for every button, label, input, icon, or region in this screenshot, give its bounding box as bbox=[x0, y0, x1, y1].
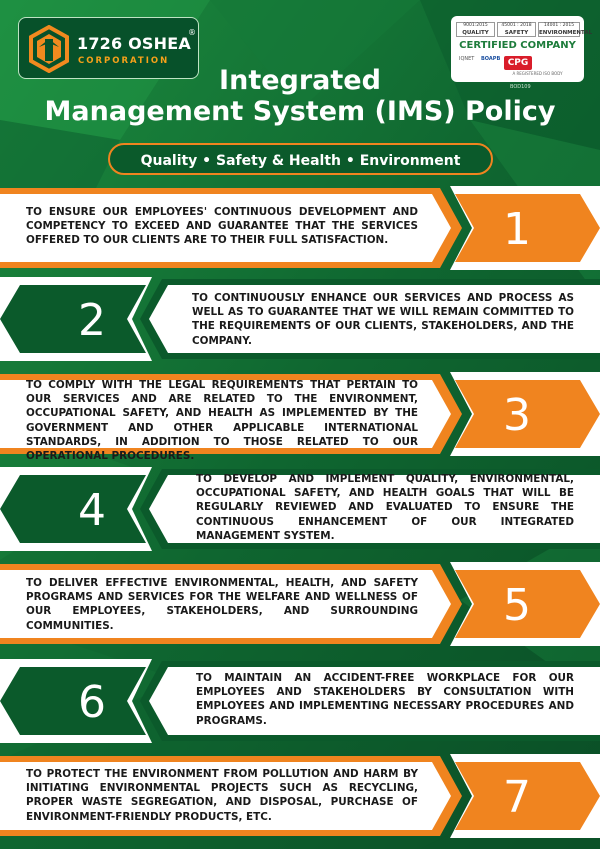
title-line-2: Management System (IMS) Policy bbox=[44, 96, 556, 127]
page-title bbox=[0, 65, 600, 127]
policy-number-3: 3 bbox=[503, 390, 531, 441]
policy-text-6: TO MAINTAIN AN ACCIDENT-FREE WORKPLACE FOR OUR EMPLOYEES AND STAKEHOLDERS BY CONSULTATION WITH EMPLOYEES AND IMPLEMENTING NECESSARY PROCEDURES AND PROGRAMS. bbox=[196, 672, 574, 727]
policy-text-2: TO CONTINUOUSLY ENHANCE OUR SERVICES AND PROCESS AS WELL AS TO GUARANTEE THAT WE WILL REMAIN COMMITTED TO THE REQUIREMENTS OF OUR CLIENTS, STAKEHOLDERS, AND THE COMPANY. bbox=[192, 292, 574, 347]
policy-text-4: TO DEVELOP AND IMPLEMENT QUALITY, ENVIRONMENTAL, OCCUPATIONAL SAFETY, AND HEALTH GOALS THAT WILL BE REGULARLY REVIEWED AND EVALUATED TO ENSURE THE CONTINUOUS ENHANCEMENT OF OUR INTEGRATED MANAGEMENT SYSTEM. bbox=[196, 473, 574, 542]
policy-number-1: 1 bbox=[503, 204, 531, 255]
iqnet-badge: IQNET bbox=[459, 56, 475, 62]
cert-quality-box bbox=[456, 22, 495, 37]
policy-text-5: TO DELIVER EFFECTIVE ENVIRONMENTAL, HEALTH, AND SAFETY PROGRAMS AND SERVICES FOR THE WELFARE AND WELLNESS OF OUR EMPLOYEES, STAKEHOLDERS, AND SURROUNDING COMMUNITIES. bbox=[26, 577, 418, 632]
cert-code: 45001 : 2018 bbox=[501, 23, 532, 28]
cert-label: SAFETY bbox=[504, 29, 529, 36]
cert-label: ENVIRONMENTAL bbox=[539, 29, 593, 36]
logo-registered-mark: ® bbox=[188, 28, 196, 37]
logo-subtitle: CORPORATION bbox=[78, 56, 170, 66]
title-line-1: Integrated bbox=[219, 65, 381, 96]
cert-title: CERTIFIED COMPANY bbox=[459, 40, 576, 51]
cert-footer: A REGISTERED ISO BODY bbox=[512, 71, 563, 76]
policy-number-7: 7 bbox=[503, 772, 531, 823]
logo-name: 1726 OSHEA bbox=[77, 34, 191, 53]
cpg-logo: CPG bbox=[504, 56, 532, 70]
policy-text-1: TO ENSURE OUR EMPLOYEES' CONTINUOUS DEVELOPMENT AND COMPETENCY TO EXCEED AND GUARANTEE THAT THE SERVICES OFFERED TO OUR CLIENTS ARE TO THEIR FULL SATISFACTION. bbox=[26, 206, 418, 247]
policy-number-6: 6 bbox=[78, 677, 106, 728]
subtitle-pill: Quality • Safety & Health • Environment bbox=[108, 143, 493, 175]
policy-number-2: 2 bbox=[78, 295, 106, 346]
cert-label: QUALITY bbox=[462, 29, 489, 36]
policy-text-7: TO PROTECT THE ENVIRONMENT FROM POLLUTION AND HARM BY INITIATING ENVIRONMENTAL PROJECTS SUCH AS RECYCLING, PROPER WASTE SEGREGATION, AND DISPOSAL, PURCHASE OF ENVIRONMENT-FRIENDLY PRODUCTS, ETC. bbox=[26, 768, 418, 823]
cert-safety-box bbox=[497, 22, 536, 37]
cert-environmental-box bbox=[538, 22, 593, 37]
cert-code: 14001 : 2015 bbox=[543, 23, 575, 28]
policy-number-5: 5 bbox=[503, 580, 531, 631]
boapb-badge: BOAPB bbox=[481, 56, 501, 62]
cert-code: 9001:2015 bbox=[463, 23, 488, 28]
cert-code-label: BOD109 bbox=[510, 84, 531, 90]
policy-text-3: TO COMPLY WITH THE LEGAL REQUIREMENTS THAT PERTAIN TO OUR SERVICES AND ARE RELATED TO THE ENVIRONMENT, OCCUPATIONAL SAFETY, AND HEALTH AS IMPLEMENTED BY THE GOVERNMENT AND OTHER APPLICABLE INTERNATIONAL STANDARDS, IN ADDITION TO THOSE RELATED TO OUR OPERATIONAL PROCEDURES. bbox=[26, 379, 418, 463]
policy-number-4: 4 bbox=[78, 485, 106, 536]
